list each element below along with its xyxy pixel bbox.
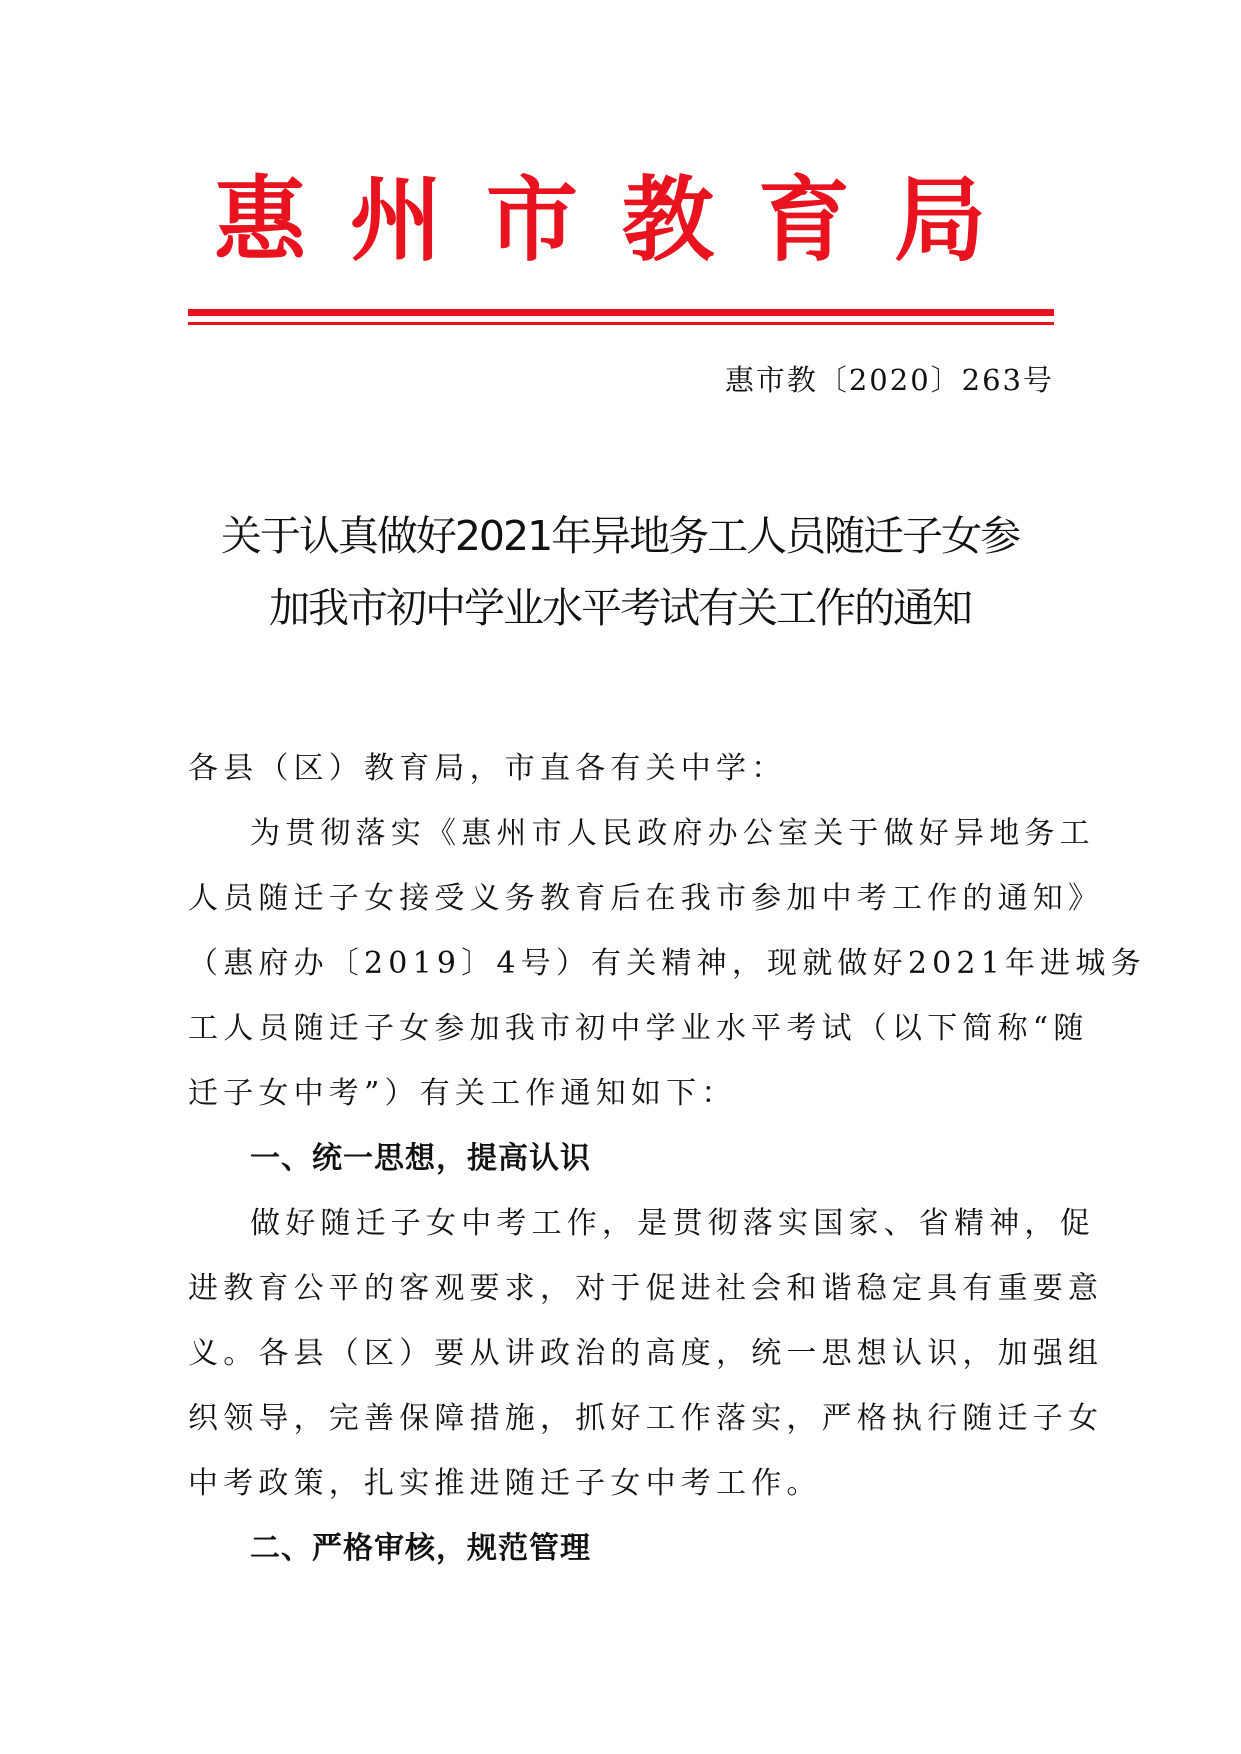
paragraph-2-line: 织领导，完善保障措施，抓好工作落实，严格执行随迁子女	[188, 1401, 1104, 1436]
section-heading-1: 一、统一思想，提高认识	[250, 1141, 591, 1176]
document-body	[188, 736, 1146, 1581]
title-line-2: 加我市初中学业水平考试有关工作的通知	[269, 584, 971, 632]
paragraph-1-line: 为贯彻落实《惠州市人民政府办公室关于做好异地务工	[250, 816, 1095, 851]
document-title	[150, 500, 1090, 644]
paragraph-2-line: 进教育公平的客观要求，对于促进社会和谐稳定具有重要意	[188, 1271, 1104, 1306]
paragraph-1-line: 人员随迁子女接受义务教育后在我市参加中考工作的通知》	[188, 881, 1104, 916]
title-line-1: 关于认真做好2021年异地务工人员随迁子女参	[220, 512, 1020, 560]
document-number: 惠市教〔2020〕263号	[724, 363, 1054, 397]
paragraph-1-line: 迁子女中考”）有关工作通知如下：	[188, 1076, 737, 1111]
paragraph-2-line: 义。各县（区）要从讲政治的高度，统一思想认识，加强组	[188, 1336, 1104, 1371]
paragraph-1-line: （惠府办〔2019〕4号）有关精神，现就做好2021年进城务	[188, 946, 1146, 981]
salutation: 各县（区）教育局，市直各有关中学：	[188, 751, 787, 786]
paragraph-2-line: 中考政策，扎实推进随迁子女中考工作。	[188, 1466, 822, 1501]
letterhead-rule-thick	[188, 309, 1054, 316]
paragraph-2-line: 做好随迁子女中考工作，是贯彻落实国家、省精神，促	[250, 1206, 1095, 1241]
paragraph-1-line: 工人员随迁子女参加我市初中学业水平考试（以下简称“随	[188, 1011, 1089, 1046]
letterhead-org-name: 惠州市教育局	[213, 166, 1030, 274]
letterhead-rule-thin	[188, 322, 1054, 325]
section-heading-2: 二、严格审核，规范管理	[250, 1531, 591, 1566]
